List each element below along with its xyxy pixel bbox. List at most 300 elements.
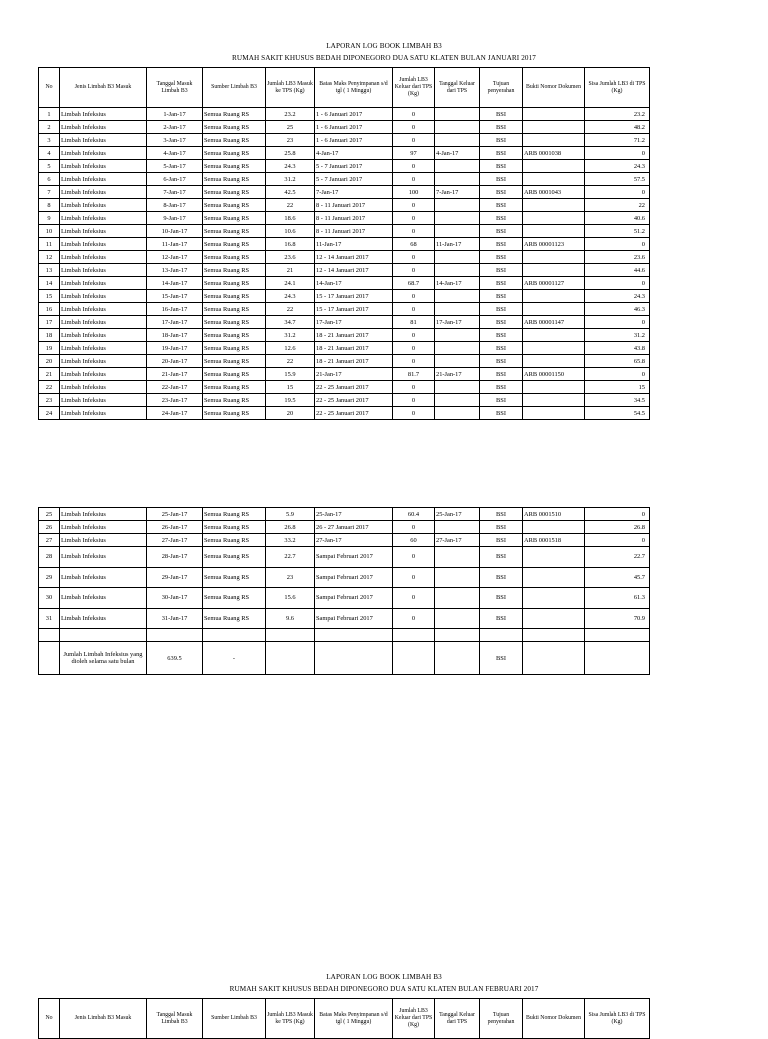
cell-tanggal-masuk: 21-Jan-17 [147, 368, 203, 381]
cell-no: 6 [39, 173, 60, 186]
table-row [39, 108, 650, 121]
cell-sumber: Semua Ruang RS [203, 108, 266, 121]
cell-jumlah-keluar: 0 [393, 521, 435, 534]
table-row [39, 277, 650, 290]
cell-jumlah-masuk: 22 [266, 355, 315, 368]
cell-tanggal-masuk: 12-Jan-17 [147, 251, 203, 264]
cell-jumlah-masuk: 22.7 [266, 547, 315, 568]
cell-batas-maks: 7-Jan-17 [315, 186, 393, 199]
cell-jumlah-masuk: 31.2 [266, 329, 315, 342]
cell-jumlah-keluar: 0 [393, 547, 435, 568]
cell-sumber: Semua Ruang RS [203, 199, 266, 212]
cell-tanggal-keluar [435, 108, 480, 121]
cell-batas-maks: 18 - 21 Januari 2017 [315, 355, 393, 368]
cell-jumlah-masuk: 19.5 [266, 394, 315, 407]
cell-sumber: Semua Ruang RS [203, 368, 266, 381]
cell-no: 5 [39, 160, 60, 173]
cell-tanggal-keluar [435, 407, 480, 420]
cell-tujuan: BSI [480, 567, 523, 588]
cell-tanggal-masuk: 30-Jan-17 [147, 588, 203, 609]
cell-sumber: Semua Ruang RS [203, 160, 266, 173]
cell-sisa: 0 [585, 277, 650, 290]
cell-sumber: Semua Ruang RS [203, 521, 266, 534]
cell-jumlah-masuk: 22 [266, 303, 315, 316]
header-bukti: Bukti Nomor Dokumen [523, 68, 585, 108]
table-row [39, 368, 650, 381]
empty-row [39, 629, 650, 642]
cell-tanggal-masuk: 13-Jan-17 [147, 264, 203, 277]
cell-tanggal-keluar: 14-Jan-17 [435, 277, 480, 290]
cell-batas-maks: 15 - 17 Januari 2017 [315, 303, 393, 316]
cell-tanggal-keluar [435, 394, 480, 407]
cell-tanggal-keluar [435, 547, 480, 568]
cell-sumber: Semua Ruang RS [203, 534, 266, 547]
cell-tujuan: BSI [480, 147, 523, 160]
table-row [39, 303, 650, 316]
cell-tanggal-masuk: 24-Jan-17 [147, 407, 203, 420]
cell-batas-maks: 11-Jan-17 [315, 238, 393, 251]
cell-tujuan: BSI [480, 212, 523, 225]
cell-sumber: Semua Ruang RS [203, 316, 266, 329]
cell-sisa: 34.5 [585, 394, 650, 407]
table-row [39, 508, 650, 521]
cell-jenis: Limbah Infeksius [60, 608, 147, 629]
header-jenis: Jenis Limbah B3 Masuk [60, 68, 147, 108]
header-tujuan: Tujuan penyerahan [480, 999, 523, 1039]
cell-tanggal-masuk: 28-Jan-17 [147, 547, 203, 568]
cell-batas-maks: 4-Jan-17 [315, 147, 393, 160]
cell-jumlah-keluar: 0 [393, 290, 435, 303]
cell-tujuan: BSI [480, 368, 523, 381]
cell-jenis: Limbah Infeksius [60, 342, 147, 355]
cell-jumlah-masuk: 24.3 [266, 160, 315, 173]
cell-no: 13 [39, 264, 60, 277]
cell-tanggal-keluar: 27-Jan-17 [435, 534, 480, 547]
cell-tanggal-masuk: 14-Jan-17 [147, 277, 203, 290]
cell-jumlah-keluar: 0 [393, 394, 435, 407]
cell-jenis: Limbah Infeksius [60, 160, 147, 173]
cell-sumber: Semua Ruang RS [203, 394, 266, 407]
cell-jumlah-keluar: 60.4 [393, 508, 435, 521]
cell-bukti: ARB 0001043 [523, 186, 585, 199]
cell-jumlah-masuk: 9.6 [266, 608, 315, 629]
table-row [39, 316, 650, 329]
table-row [39, 355, 650, 368]
cell-bukti [523, 108, 585, 121]
cell-jumlah-keluar: 0 [393, 212, 435, 225]
cell-jenis: Limbah Infeksius [60, 534, 147, 547]
cell-sisa: 0 [585, 147, 650, 160]
cell-no: 19 [39, 342, 60, 355]
table-row [39, 251, 650, 264]
cell-batas-maks: 18 - 21 Januari 2017 [315, 342, 393, 355]
cell-tanggal-keluar: 4-Jan-17 [435, 147, 480, 160]
cell-sisa: 0 [585, 316, 650, 329]
cell-batas-maks: 1 - 6 Januari 2017 [315, 134, 393, 147]
cell-batas-maks: 15 - 17 Januari 2017 [315, 290, 393, 303]
cell-no: 7 [39, 186, 60, 199]
cell-tanggal-keluar [435, 121, 480, 134]
cell-jenis: Limbah Infeksius [60, 508, 147, 521]
cell-bukti [523, 567, 585, 588]
cell-no: 12 [39, 251, 60, 264]
cell-no: 31 [39, 608, 60, 629]
cell-no: 3 [39, 134, 60, 147]
report-title: LAPORAN LOG BOOK LIMBAH B3 [326, 42, 442, 50]
cell-jumlah-masuk: 15 [266, 381, 315, 394]
cell-bukti [523, 303, 585, 316]
header-batas-maks: Batas Maks Penyimpanan s/d tgl ( 1 Minggu) [315, 68, 393, 108]
cell-batas-maks: 8 - 11 Januari 2017 [315, 199, 393, 212]
cell-batas-maks: Sampai Februari 2017 [315, 567, 393, 588]
cell-no: 17 [39, 316, 60, 329]
header-jumlah-keluar: Jumlah LB3 Keluar dari TPS (Kg) [393, 999, 435, 1039]
cell-jenis: Limbah Infeksius [60, 407, 147, 420]
table-row [39, 342, 650, 355]
cell-jumlah-keluar: 60 [393, 534, 435, 547]
cell-bukti [523, 588, 585, 609]
log-table-january-part1 [38, 67, 650, 420]
cell-tujuan: BSI [480, 329, 523, 342]
cell-jumlah-masuk: 15.6 [266, 588, 315, 609]
cell-bukti [523, 264, 585, 277]
cell-bukti [523, 173, 585, 186]
cell-tanggal-masuk: 23-Jan-17 [147, 394, 203, 407]
cell-bukti: ARB 0001510 [523, 508, 585, 521]
cell-tanggal-keluar: 21-Jan-17 [435, 368, 480, 381]
cell-no: 10 [39, 225, 60, 238]
cell-sumber: Semua Ruang RS [203, 147, 266, 160]
cell-sumber: Semua Ruang RS [203, 264, 266, 277]
cell-jenis: Limbah Infeksius [60, 134, 147, 147]
table-row [39, 329, 650, 342]
cell-no: 27 [39, 534, 60, 547]
cell-tujuan: BSI [480, 121, 523, 134]
log-table-january-part2 [38, 507, 650, 675]
cell-tujuan: BSI [480, 173, 523, 186]
table-row [39, 238, 650, 251]
cell-jenis: Limbah Infeksius [60, 290, 147, 303]
cell-tujuan: BSI [480, 134, 523, 147]
report-subtitle-february: RUMAH SAKIT KHUSUS BEDAH DIPONEGORO DUA SATU KLATEN BULAN FEBRUARI 2017 [229, 985, 539, 993]
cell-sisa: 40.6 [585, 212, 650, 225]
cell-jumlah-keluar: 0 [393, 381, 435, 394]
cell-jenis: Limbah Infeksius [60, 521, 147, 534]
cell-tujuan: BSI [480, 238, 523, 251]
cell-jenis: Limbah Infeksius [60, 186, 147, 199]
cell-bukti [523, 355, 585, 368]
table-row [39, 407, 650, 420]
cell-tanggal-masuk: 29-Jan-17 [147, 567, 203, 588]
cell-sisa: 57.5 [585, 173, 650, 186]
table-row [39, 264, 650, 277]
table-row [39, 147, 650, 160]
cell-batas-maks: 12 - 14 Januari 2017 [315, 251, 393, 264]
header-sumber: Sumber Limbah B3 [203, 999, 266, 1039]
total-row [39, 642, 650, 675]
cell-jenis: Limbah Infeksius [60, 173, 147, 186]
cell-no [39, 642, 60, 675]
table-row [39, 534, 650, 547]
cell-tanggal-masuk: 7-Jan-17 [147, 186, 203, 199]
cell-tanggal-keluar [435, 173, 480, 186]
cell-bukti [523, 407, 585, 420]
header-jenis: Jenis Limbah B3 Masuk [60, 999, 147, 1039]
cell-sumber: Semua Ruang RS [203, 342, 266, 355]
cell-sumber: Semua Ruang RS [203, 290, 266, 303]
cell-tujuan: BSI [480, 547, 523, 568]
cell-bukti [523, 329, 585, 342]
table-row [39, 134, 650, 147]
empty-cell [60, 629, 147, 642]
header-sisa: Sisa Jumlah LB3 di TPS (Kg) [585, 68, 650, 108]
cell-sisa: 48.2 [585, 121, 650, 134]
cell-jumlah-masuk: 24.1 [266, 277, 315, 290]
cell-sisa: 43.8 [585, 342, 650, 355]
table-row [39, 186, 650, 199]
cell-tanggal-keluar: 17-Jan-17 [435, 316, 480, 329]
cell-tanggal-keluar [435, 251, 480, 264]
cell-batas-maks: 8 - 11 Januari 2017 [315, 225, 393, 238]
cell-tujuan: BSI [480, 186, 523, 199]
header-jumlah-masuk: Jumlah LB3 Masuk ke TPS (Kg) [266, 999, 315, 1039]
cell-jenis: Limbah Infeksius [60, 329, 147, 342]
cell-jumlah-keluar: 68 [393, 238, 435, 251]
cell-jumlah-masuk: 26.8 [266, 521, 315, 534]
cell-sumber: Semua Ruang RS [203, 608, 266, 629]
header-bukti: Bukti Nomor Dokumen [523, 999, 585, 1039]
cell-sisa: 23.6 [585, 251, 650, 264]
cell-sumber: Semua Ruang RS [203, 212, 266, 225]
cell-tanggal-masuk: 16-Jan-17 [147, 303, 203, 316]
cell-sisa: 44.6 [585, 264, 650, 277]
cell-jenis: Limbah Infeksius [60, 303, 147, 316]
cell-tanggal-masuk: 18-Jan-17 [147, 329, 203, 342]
cell-bukti [523, 521, 585, 534]
cell-jenis: Limbah Infeksius [60, 381, 147, 394]
cell-tanggal-keluar: 25-Jan-17 [435, 508, 480, 521]
cell-sisa: 26.8 [585, 521, 650, 534]
cell-tujuan: BSI [480, 199, 523, 212]
cell-jumlah-masuk: 22 [266, 199, 315, 212]
cell-tujuan: BSI [480, 342, 523, 355]
cell-bukti: ARB 0001518 [523, 534, 585, 547]
table-row [39, 121, 650, 134]
cell-tanggal-keluar [435, 160, 480, 173]
cell-sumber: Semua Ruang RS [203, 277, 266, 290]
cell-jumlah-masuk: 25.8 [266, 147, 315, 160]
cell-sisa: 0 [585, 534, 650, 547]
cell-jumlah-keluar: 0 [393, 588, 435, 609]
cell-jumlah-masuk: 34.7 [266, 316, 315, 329]
cell-batas-maks: 26 - 27 Januari 2017 [315, 521, 393, 534]
cell-jenis: Limbah Infeksius [60, 147, 147, 160]
cell-jumlah-masuk: 21 [266, 264, 315, 277]
cell-batas-maks: 27-Jan-17 [315, 534, 393, 547]
empty-cell [393, 629, 435, 642]
cell-sumber: Semua Ruang RS [203, 567, 266, 588]
cell-bukti [523, 225, 585, 238]
table-row [39, 588, 650, 609]
header-no: No [39, 68, 60, 108]
cell-bukti [523, 160, 585, 173]
cell-batas-maks: 22 - 25 Januari 2017 [315, 394, 393, 407]
table-row [39, 173, 650, 186]
total-label: Jumlah Limbah Infeksius yang dioleh selama satu bulan [60, 642, 147, 675]
cell-sisa: 23.2 [585, 108, 650, 121]
cell-tujuan: BSI [480, 251, 523, 264]
cell-sisa: 70.9 [585, 608, 650, 629]
empty-cell [523, 629, 585, 642]
cell-jumlah-masuk: 31.2 [266, 173, 315, 186]
cell-tanggal-keluar [435, 588, 480, 609]
cell-sisa: 51.2 [585, 225, 650, 238]
cell-sumber: Semua Ruang RS [203, 355, 266, 368]
cell-no: 8 [39, 199, 60, 212]
cell-jumlah-keluar: 81 [393, 316, 435, 329]
cell-jumlah-masuk: 20 [266, 407, 315, 420]
cell-sumber: Semua Ruang RS [203, 508, 266, 521]
cell-batas-maks: 25-Jan-17 [315, 508, 393, 521]
header-sumber: Sumber Limbah B3 [203, 68, 266, 108]
cell-bukti [523, 212, 585, 225]
table-row [39, 608, 650, 629]
header-tujuan: Tujuan penyerahan [480, 68, 523, 108]
cell-tanggal-keluar [435, 134, 480, 147]
cell-tanggal-masuk: 19-Jan-17 [147, 342, 203, 355]
cell-sisa: 0 [585, 508, 650, 521]
cell-jumlah-keluar: 97 [393, 147, 435, 160]
cell-tanggal-masuk: 10-Jan-17 [147, 225, 203, 238]
cell-tanggal-keluar [435, 608, 480, 629]
cell-no: 22 [39, 381, 60, 394]
cell-batas-maks: 1 - 6 Januari 2017 [315, 108, 393, 121]
table-header-row [39, 999, 650, 1039]
table-row [39, 290, 650, 303]
table-row [39, 547, 650, 568]
empty-cell [435, 629, 480, 642]
cell-sisa: 0 [585, 368, 650, 381]
cell-no: 29 [39, 567, 60, 588]
empty-cell [585, 629, 650, 642]
header-tanggal-keluar: Tanggal Keluar dari TPS [435, 999, 480, 1039]
cell-no: 15 [39, 290, 60, 303]
cell-sumber: Semua Ruang RS [203, 407, 266, 420]
cell-jumlah-masuk: 25 [266, 121, 315, 134]
cell-sumber: Semua Ruang RS [203, 238, 266, 251]
cell-jumlah-masuk: 5.9 [266, 508, 315, 521]
header-batas-maks: Batas Maks Penyimpanan s/d tgl ( 1 Minggu) [315, 999, 393, 1039]
cell-sisa [585, 642, 650, 675]
total-dash: - [203, 642, 266, 675]
cell-jumlah-keluar: 0 [393, 342, 435, 355]
cell-tujuan: BSI [480, 407, 523, 420]
cell-no: 16 [39, 303, 60, 316]
cell-tanggal-masuk: 26-Jan-17 [147, 521, 203, 534]
cell-batas-maks: 8 - 11 Januari 2017 [315, 212, 393, 225]
cell-batas-maks: 14-Jan-17 [315, 277, 393, 290]
cell-sumber: Semua Ruang RS [203, 588, 266, 609]
cell-jumlah-keluar: 0 [393, 355, 435, 368]
cell-jumlah-keluar: 0 [393, 303, 435, 316]
table-header-row [39, 68, 650, 108]
cell-bukti [523, 121, 585, 134]
cell-no: 23 [39, 394, 60, 407]
cell-bukti [523, 381, 585, 394]
table-row [39, 381, 650, 394]
cell-sisa: 24.3 [585, 160, 650, 173]
cell-tanggal-masuk: 1-Jan-17 [147, 108, 203, 121]
cell-jenis: Limbah Infeksius [60, 394, 147, 407]
cell-bukti [523, 394, 585, 407]
cell-tujuan: BSI [480, 394, 523, 407]
cell-jumlah-masuk: 23 [266, 134, 315, 147]
cell-tanggal-masuk: 11-Jan-17 [147, 238, 203, 251]
cell-sumber: Semua Ruang RS [203, 225, 266, 238]
cell-tujuan: BSI [480, 303, 523, 316]
cell-batas-maks: 22 - 25 Januari 2017 [315, 381, 393, 394]
cell-bukti [523, 642, 585, 675]
cell-tujuan: BSI [480, 534, 523, 547]
cell-no: 4 [39, 147, 60, 160]
cell-sumber: Semua Ruang RS [203, 251, 266, 264]
cell-sumber: Semua Ruang RS [203, 329, 266, 342]
cell-bukti [523, 251, 585, 264]
cell-tanggal-keluar [435, 381, 480, 394]
cell-batas-maks: Sampai Februari 2017 [315, 547, 393, 568]
cell-sumber: Semua Ruang RS [203, 121, 266, 134]
cell-tujuan: BSI [480, 608, 523, 629]
report-title-february: LAPORAN LOG BOOK LIMBAH B3 [326, 973, 442, 981]
cell-bukti [523, 342, 585, 355]
empty-cell [315, 629, 393, 642]
cell-batas-maks [315, 642, 393, 675]
cell-jumlah-keluar: 0 [393, 264, 435, 277]
cell-jumlah-masuk: 18.6 [266, 212, 315, 225]
cell-tanggal-masuk: 20-Jan-17 [147, 355, 203, 368]
cell-jenis: Limbah Infeksius [60, 567, 147, 588]
total-tujuan: BSI [480, 642, 523, 675]
cell-tanggal-keluar [435, 329, 480, 342]
cell-tanggal-keluar: 7-Jan-17 [435, 186, 480, 199]
cell-jumlah-keluar: 0 [393, 108, 435, 121]
cell-jumlah-masuk: 12.6 [266, 342, 315, 355]
cell-bukti: ARB 00001127 [523, 277, 585, 290]
cell-tujuan: BSI [480, 381, 523, 394]
cell-bukti [523, 199, 585, 212]
empty-cell [266, 629, 315, 642]
cell-tanggal-masuk: 3-Jan-17 [147, 134, 203, 147]
cell-tujuan: BSI [480, 290, 523, 303]
cell-no: 14 [39, 277, 60, 290]
cell-bukti: ARB 0001038 [523, 147, 585, 160]
cell-batas-maks: Sampai Februari 2017 [315, 608, 393, 629]
cell-jumlah-keluar: 0 [393, 199, 435, 212]
cell-tanggal-keluar [435, 355, 480, 368]
cell-tanggal-keluar [435, 642, 480, 675]
table-row [39, 160, 650, 173]
cell-jumlah-masuk [266, 642, 315, 675]
cell-sisa: 61.3 [585, 588, 650, 609]
cell-jumlah-keluar: 100 [393, 186, 435, 199]
cell-tujuan: BSI [480, 588, 523, 609]
cell-sumber: Semua Ruang RS [203, 173, 266, 186]
cell-batas-maks: 21-Jan-17 [315, 368, 393, 381]
cell-jumlah-keluar: 0 [393, 407, 435, 420]
cell-tanggal-masuk: 25-Jan-17 [147, 508, 203, 521]
cell-sisa: 15 [585, 381, 650, 394]
cell-bukti [523, 547, 585, 568]
